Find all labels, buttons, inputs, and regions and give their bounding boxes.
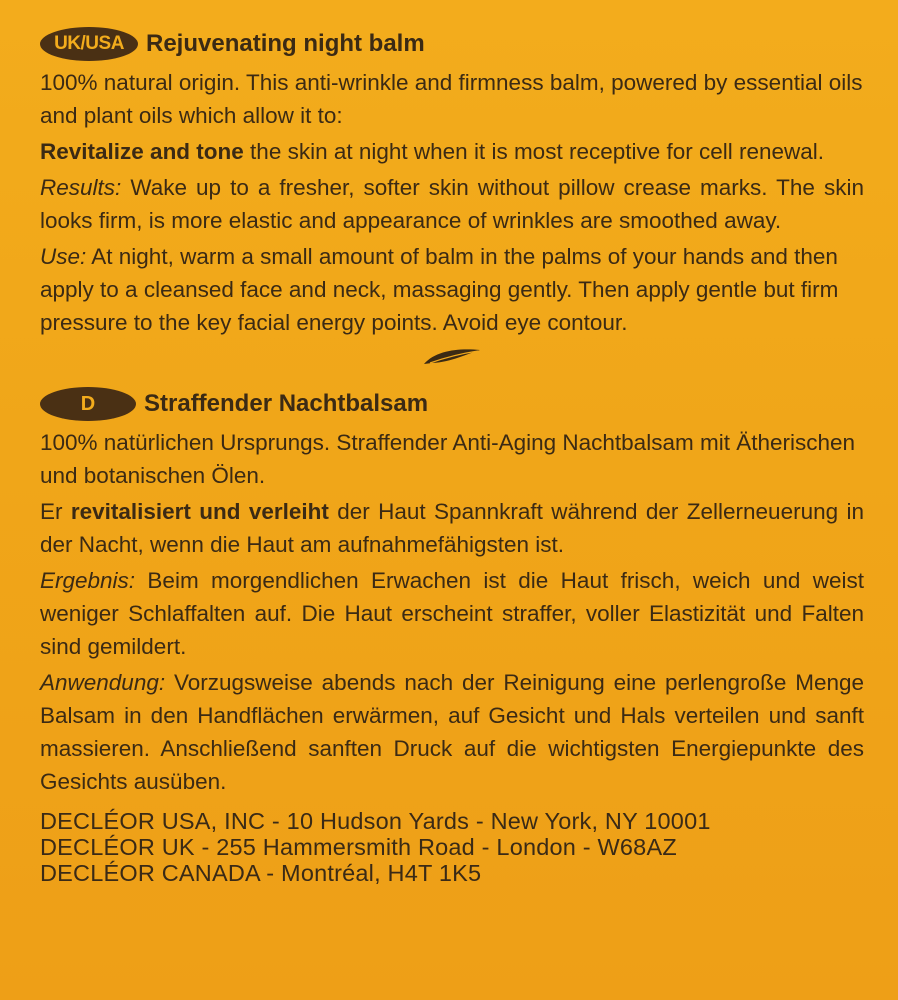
en-section-header [40,22,864,66]
address-usa: DECLÉOR USA, INC - 10 Hudson Yards - New York, NY 10001 [40,808,711,834]
de-result-label: Ergebnis: [40,568,136,593]
en-revitalize-bold: Revitalize and tone [40,139,244,164]
de-er-text: der Haut Spannkraft während der Zellerneuerung in der Nacht, wenn die Haut am aufnahmefähigsten ist. [40,499,864,557]
de-er [40,495,864,561]
leaf-icon [422,346,482,368]
address-canada: DECLÉOR CANADA - Montréal, H4T 1K5 [40,860,482,886]
en-results-text: Wake up to a fresher, softer skin without pillow crease marks. The skin looks firm, is more elastic and appearance of wrinkles are smoothed away. [40,175,864,233]
en-product-title: Rejuvenating night balm [146,30,425,57]
uk-usa-badge: UK/USA [40,27,138,61]
en-description [40,66,864,339]
company-addresses [40,808,864,886]
de-use-text: Vorzugsweise abends nach der Reinigung eine perlengroße Menge Balsam in den Handflächen erwärmen, auf Gesicht und Hals verteilen und sanft massieren. Anschließend sanften Druck auf die wichtigsten Energiepunkte des Gesichts ausüben. [40,670,864,794]
label-panel [40,22,864,886]
de-intro: 100% natürlichen Ursprungs. Straffender Anti-Aging Nachtbalsam mit Ätherischen und botanischen Ölen. [40,430,856,488]
en-use-text: At night, warm a small amount of balm in the palms of your hands and then apply to a cleansed face and neck, massaging gently. Then apply gentle but firm pressure to the key facial energy points. Avoid eye contour. [40,244,839,335]
en-intro: 100% natural origin. This anti-wrinkle and firmness balm, powered by essential oils and plant oils which allow it to: [40,70,863,128]
de-use [40,666,864,798]
de-result [40,564,864,663]
en-revitalize-text: the skin at night when it is most receptive for cell renewal. [243,139,825,164]
d-badge: D [40,387,136,421]
en-use-label: Use: [40,244,87,269]
en-results-label: Results: [40,175,122,200]
en-use [40,240,864,339]
en-revitalize [40,135,864,168]
de-product-title: Straffender Nachtbalsam [144,390,429,417]
de-use-label: Anwendung: [40,670,166,695]
de-er-prefix: Er [40,499,71,524]
de-er-bold: revitalisiert und verleiht [70,499,329,524]
address-uk: DECLÉOR UK - 255 Hammersmith Road - London - W68AZ [40,834,677,860]
en-results [40,171,864,237]
divider [40,342,864,382]
de-description [40,426,864,798]
de-section-header [40,382,864,426]
de-result-text: Beim morgendlichen Erwachen ist die Haut frisch, weich und weist weniger Schlaffalten auf. Die Haut erscheint straffer, voller Elastizität und Falten sind gemildert. [40,568,864,659]
